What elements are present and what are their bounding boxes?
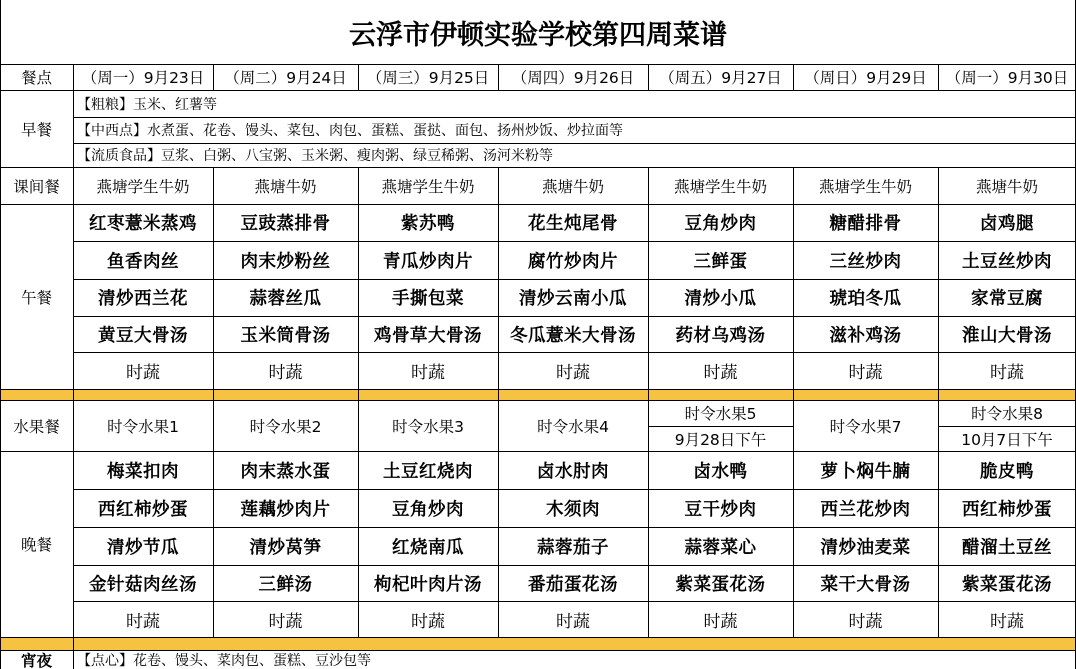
- dinner-label: 晚餐: [20, 536, 52, 554]
- header-day-2: （周二）9月24日: [224, 69, 347, 87]
- lunch-dish-r2-day-5: 三鲜蛋: [693, 251, 748, 272]
- dinner-dish-r2-day-5: 豆干炒肉: [684, 499, 757, 520]
- dinner-dish-r2-day-7: 西红柿炒蛋: [962, 499, 1052, 520]
- grid-hline: [73, 241, 1076, 242]
- lunch-dish-r5-day-2: 时蔬: [268, 363, 303, 383]
- dinner-dish-r1-day-5: 卤水鸭: [693, 461, 748, 482]
- lunch-dish-r1-day-7: 卤鸡腿: [980, 214, 1034, 234]
- grid-vline: [793, 167, 794, 637]
- grid-hline: [0, 451, 1076, 452]
- grid-hline: [0, 650, 1076, 651]
- snack-label: 课间餐: [13, 177, 60, 196]
- lunch-dish-r1-day-3: 紫苏鸭: [401, 214, 455, 234]
- dinner-dish-r4-day-4: 番茄蛋花汤: [528, 574, 618, 595]
- grid-hline: [73, 352, 1076, 353]
- lunch-dish-r3-day-3: 手撕包菜: [392, 289, 464, 309]
- dinner-dish-r3-day-4: 蒜蓉茄子: [537, 537, 609, 558]
- dinner-dish-r2-day-3: 豆角炒肉: [392, 499, 464, 520]
- snack-item-day-7: 燕塘牛奶: [975, 177, 1038, 196]
- lunch-dish-r2-day-3: 青瓜炒肉片: [383, 251, 473, 272]
- grid-vline: [358, 167, 359, 637]
- snack-item-day-3: 燕塘学生牛奶: [381, 177, 475, 196]
- lunch-dish-r5-day-7: 时蔬: [990, 363, 1024, 383]
- grid-hline: [73, 565, 1076, 566]
- grid-vline: [73, 64, 74, 669]
- dinner-dish-r4-day-2: 三鲜汤: [258, 574, 313, 595]
- lunch-dish-r3-day-6: 琥珀冬瓜: [829, 289, 902, 309]
- grid-vline: [213, 64, 214, 90]
- grid-vline: [793, 64, 794, 90]
- grid-hline: [0, 64, 1076, 65]
- grid-hline: [73, 279, 1076, 280]
- header-day-3: （周三）9月25日: [366, 69, 490, 87]
- grid-vline: [213, 167, 214, 637]
- supper-line: 【点心】花卷、馒头、菜肉包、蛋糕、豆沙包等: [77, 652, 371, 669]
- lunch-dish-r5-day-3: 时蔬: [411, 363, 445, 383]
- snack-item-day-6: 燕塘学生牛奶: [818, 177, 912, 196]
- dinner-dish-r3-day-2: 清炒莴笋: [249, 537, 322, 558]
- fruit-note-day-7: 10月7日下午: [961, 430, 1053, 449]
- lunch-dish-r4-day-1: 黄豆大骨汤: [98, 325, 188, 346]
- grid-hline: [0, 90, 1076, 91]
- lunch-dish-r5-day-5: 时蔬: [703, 363, 738, 383]
- grid-hline: [0, 400, 1076, 401]
- dinner-dish-r4-day-3: 枸杞叶肉片汤: [374, 574, 482, 595]
- breakfast-line-2: 【中西点】水煮蛋、花卷、馒头、菜包、肉包、蛋糕、蛋挞、面包、扬州炒饭、炒拉面等: [77, 123, 623, 139]
- header-day-7: （周一）9月30日: [945, 69, 1069, 87]
- dinner-dish-r5-day-1: 时蔬: [126, 611, 160, 632]
- lunch-dish-r5-day-1: 时蔬: [126, 363, 160, 383]
- breakfast-label: 早餐: [20, 120, 52, 139]
- lunch-dish-r4-day-6: 滋补鸡汤: [829, 325, 902, 346]
- dinner-dish-r1-day-7: 脆皮鸭: [980, 461, 1034, 482]
- header-day-4: （周四）9月26日: [511, 69, 635, 87]
- lunch-dish-r3-day-5: 清炒小瓜: [684, 289, 757, 309]
- grid-vline: [938, 64, 939, 90]
- page-title: 云浮市伊顿实验学校第四周菜谱: [349, 19, 727, 51]
- dinner-dish-r1-day-1: 梅菜扣肉: [107, 461, 179, 482]
- lunch-dish-r3-day-7: 家常豆腐: [971, 289, 1043, 309]
- lunch-dish-r4-day-4: 冬瓜薏米大骨汤: [510, 325, 636, 346]
- lunch-dish-r5-day-6: 时蔬: [848, 363, 883, 383]
- grid-hline: [0, 389, 1076, 390]
- grid-vline: [648, 167, 649, 637]
- fruit-label: 水果餐: [13, 417, 60, 436]
- snack-item-day-1: 燕塘学生牛奶: [96, 177, 190, 196]
- lunch-dish-r1-day-5: 豆角炒肉: [684, 214, 757, 234]
- fruit-item-day-5: 时令水果5: [684, 405, 757, 423]
- lunch-dish-r4-day-7: 淮山大骨汤: [962, 325, 1052, 346]
- fruit-item-day-7: 时令水果8: [971, 405, 1043, 423]
- fruit-item-day-3: 时令水果3: [392, 417, 464, 436]
- fruit-item-day-6: 时令水果7: [829, 417, 902, 436]
- breakfast-line-1: 【粗粮】玉米、红薯等: [77, 96, 217, 113]
- fruit-item-day-2: 时令水果2: [249, 417, 322, 436]
- grid-hline: [938, 426, 1076, 427]
- grid-hline: [73, 143, 1076, 144]
- lunch-dish-r2-day-7: 土豆丝炒肉: [962, 251, 1052, 272]
- fruit-note-day-5: 9月28日下午: [674, 430, 767, 449]
- grid-hline: [73, 489, 1076, 490]
- lunch-dish-r2-day-2: 肉末炒粉丝: [240, 251, 331, 272]
- dinner-dish-r4-day-5: 紫菜蛋花汤: [675, 574, 766, 595]
- snack-item-day-5: 燕塘学生牛奶: [673, 177, 767, 196]
- lunch-dish-r3-day-1: 清炒西兰花: [98, 289, 188, 309]
- dinner-dish-r1-day-6: 萝卜焖牛腩: [820, 461, 911, 482]
- lunch-dish-r5-day-4: 时蔬: [556, 363, 590, 383]
- snack-item-day-4: 燕塘牛奶: [541, 177, 604, 196]
- grid-vline: [498, 64, 499, 90]
- dinner-dish-r3-day-6: 清炒油麦菜: [820, 537, 911, 558]
- dinner-dish-r3-day-1: 清炒节瓜: [107, 537, 179, 558]
- grid-hline: [0, 167, 1076, 168]
- header-meal-label: 餐点: [20, 69, 52, 87]
- grid-hline: [73, 316, 1076, 317]
- grid-vline: [498, 167, 499, 637]
- dinner-dish-r4-day-6: 菜干大骨汤: [820, 574, 911, 595]
- fruit-item-day-4: 时令水果4: [537, 417, 609, 436]
- lunch-dish-r1-day-2: 豆豉蒸排骨: [240, 214, 331, 234]
- lunch-fruit-divider-band: [0, 389, 1076, 400]
- dinner-dish-r5-day-4: 时蔬: [556, 611, 590, 632]
- dinner-dish-r2-day-2: 莲藕炒肉片: [240, 499, 331, 520]
- dinner-dish-r2-day-4: 木须肉: [546, 499, 600, 520]
- lunch-dish-r1-day-6: 糖醋排骨: [829, 214, 902, 234]
- grid-vline: [358, 64, 359, 90]
- dinner-dish-r2-day-6: 西兰花炒肉: [820, 499, 911, 520]
- grid-hline: [0, 204, 1076, 205]
- grid-hline: [73, 527, 1076, 528]
- lunch-dish-r2-day-6: 三丝炒肉: [829, 251, 902, 272]
- grid-hline: [73, 117, 1076, 118]
- dinner-dish-r4-day-1: 金针菇肉丝汤: [89, 574, 197, 595]
- lunch-dish-r2-day-1: 鱼香肉丝: [107, 251, 179, 272]
- dinner-dish-r1-day-4: 卤水肘肉: [537, 461, 609, 482]
- supper-label: 宵夜: [20, 651, 52, 669]
- dinner-dish-r3-day-5: 蒜蓉菜心: [684, 537, 757, 558]
- grid-hline: [648, 426, 794, 427]
- dinner-dish-r5-day-5: 时蔬: [703, 611, 738, 632]
- lunch-label: 午餐: [20, 288, 52, 307]
- grid-vline: [938, 167, 939, 637]
- dinner-dish-r5-day-7: 时蔬: [990, 611, 1024, 632]
- lunch-dish-r1-day-1: 红枣薏米蒸鸡: [89, 214, 197, 234]
- lunch-dish-r4-day-2: 玉米筒骨汤: [240, 325, 331, 346]
- grid-hline: [0, 637, 1076, 638]
- lunch-dish-r1-day-4: 花生炖尾骨: [528, 214, 618, 234]
- grid-vline: [648, 64, 649, 90]
- lunch-dish-r3-day-2: 蒜蓉丝瓜: [249, 289, 322, 309]
- lunch-dish-r4-day-3: 鸡骨草大骨汤: [374, 325, 482, 346]
- dinner-dish-r2-day-1: 西红柿炒蛋: [98, 499, 188, 520]
- header-day-5: （周五）9月27日: [659, 69, 782, 87]
- fruit-item-day-1: 时令水果1: [107, 417, 179, 436]
- lunch-dish-r2-day-4: 腐竹炒肉片: [528, 251, 618, 272]
- dinner-dish-r3-day-3: 红烧南瓜: [392, 537, 464, 558]
- dinner-supper-divider-band: [0, 637, 1076, 650]
- grid-vline: [0, 0, 1, 669]
- header-day-6: （周日）9月29日: [804, 69, 927, 87]
- lunch-dish-r4-day-5: 药材乌鸡汤: [675, 325, 766, 346]
- dinner-dish-r5-day-2: 时蔬: [268, 611, 303, 632]
- snack-item-day-2: 燕塘牛奶: [254, 177, 317, 196]
- breakfast-line-3: 【流质食品】豆浆、白粥、八宝粥、玉米粥、瘦肉粥、绿豆稀粥、汤河米粉等: [77, 148, 553, 164]
- dinner-dish-r5-day-3: 时蔬: [411, 611, 445, 632]
- lunch-dish-r3-day-4: 清炒云南小瓜: [519, 289, 627, 309]
- dinner-dish-r4-day-7: 紫菜蛋花汤: [962, 574, 1052, 595]
- dinner-dish-r1-day-2: 肉末蒸水蛋: [240, 461, 331, 482]
- dinner-dish-r5-day-6: 时蔬: [848, 611, 883, 632]
- dinner-dish-r1-day-3: 土豆红烧肉: [383, 461, 473, 482]
- grid-hline: [73, 601, 1076, 602]
- header-day-1: （周一）9月23日: [81, 69, 205, 87]
- dinner-dish-r3-day-7: 醋溜土豆丝: [962, 537, 1052, 558]
